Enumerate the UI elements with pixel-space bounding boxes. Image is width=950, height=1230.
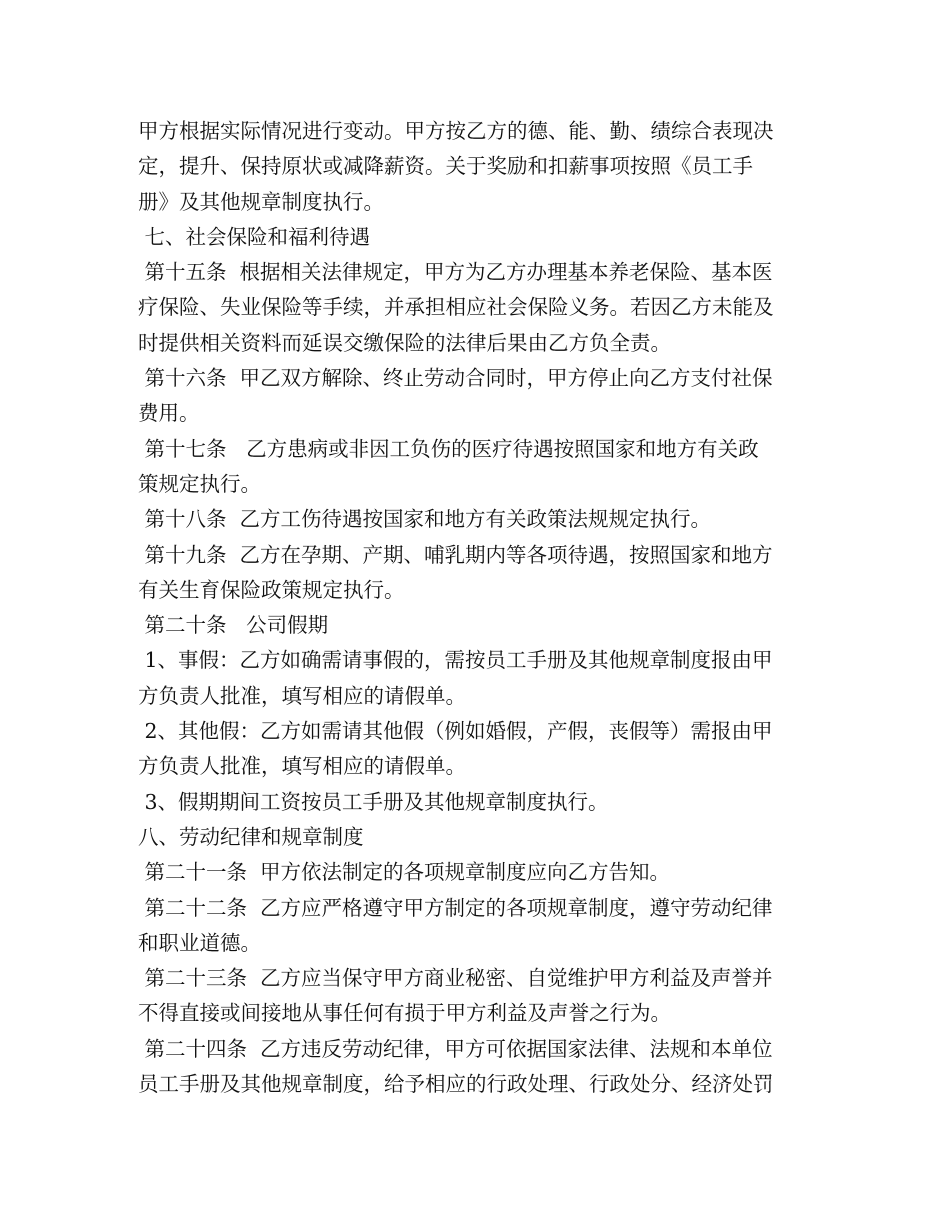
text-line: 册》及其他规章制度执行。 (138, 189, 384, 214)
text-line: 第十九条 乙方在孕期、产期、哺乳期内等各项待遇，按照国家和地方 (138, 542, 773, 567)
text-line: 第二十条 公司假期 (138, 613, 329, 638)
text-line: 第十八条 乙方工伤待遇按国家和地方有关政策法规规定执行。 (138, 507, 712, 532)
text-line: 费用。 (138, 401, 200, 426)
text-line: 3、假期期间工资按员工手册及其他规章制度执行。 (138, 789, 609, 814)
text-line: 第十六条 甲乙双方解除、终止劳动合同时，甲方停止向乙方支付社保 (138, 366, 773, 391)
text-line: 第二十二条 乙方应严格遵守甲方制定的各项规章制度，遵守劳动纪律 (138, 895, 773, 920)
text-line: 甲方根据实际情况进行变动。甲方按乙方的德、能、勤、绩综合表现决 (138, 119, 774, 143)
text-line: 方负责人批准，填写相应的请假单。 (138, 683, 466, 708)
text-line: 策规定执行。 (138, 471, 261, 496)
text-line: 第二十三条 乙方应当保守甲方商业秘密、自觉维护甲方利益及声誉并 (138, 966, 773, 991)
text-line: 七、社会保险和福利待遇 (138, 224, 371, 249)
text-line: 定，提升、保持原状或减降薪资。关于奖励和扣薪事项按照《员工手 (138, 154, 753, 179)
text-line: 第十五条 根据相关法律规定，甲方为乙方办理基本养老保险、基本医 (138, 260, 773, 285)
text-line: 1、事假：乙方如确需请事假的，需按员工手册及其他规章制度报由甲 (138, 648, 773, 673)
text-line: 有关生育保险政策规定执行。 (138, 577, 405, 602)
text-line: 疗保险、失业保险等手续，并承担相应社会保险义务。若因乙方未能及 (138, 295, 774, 320)
text-line: 八、劳动纪律和规章制度 (138, 824, 364, 849)
document-body (138, 114, 818, 1102)
text-line: 员工手册及其他规章制度，给予相应的行政处理、行政处分、经济处罚 (138, 1072, 774, 1097)
text-line: 第十七条 乙方患病或非因工负伤的医疗待遇按照国家和地方有关政 (138, 436, 759, 461)
text-line: 方负责人批准，填写相应的请假单。 (138, 754, 466, 779)
text-line: 时提供相关资料而延误交缴保险的法律后果由乙方负全责。 (138, 330, 671, 355)
text-line: 2、其他假：乙方如需请其他假（例如婚假，产假，丧假等）需报由甲 (138, 719, 773, 744)
text-line: 第二十一条 甲方依法制定的各项规章制度应向乙方告知。 (138, 860, 671, 885)
text-line: 和职业道德。 (138, 930, 261, 955)
text-line: 不得直接或间接地从事任何有损于甲方利益及声誉之行为。 (138, 1001, 671, 1026)
text-line: 第二十四条 乙方违反劳动纪律，甲方可依据国家法律、法规和本单位 (138, 1036, 773, 1061)
